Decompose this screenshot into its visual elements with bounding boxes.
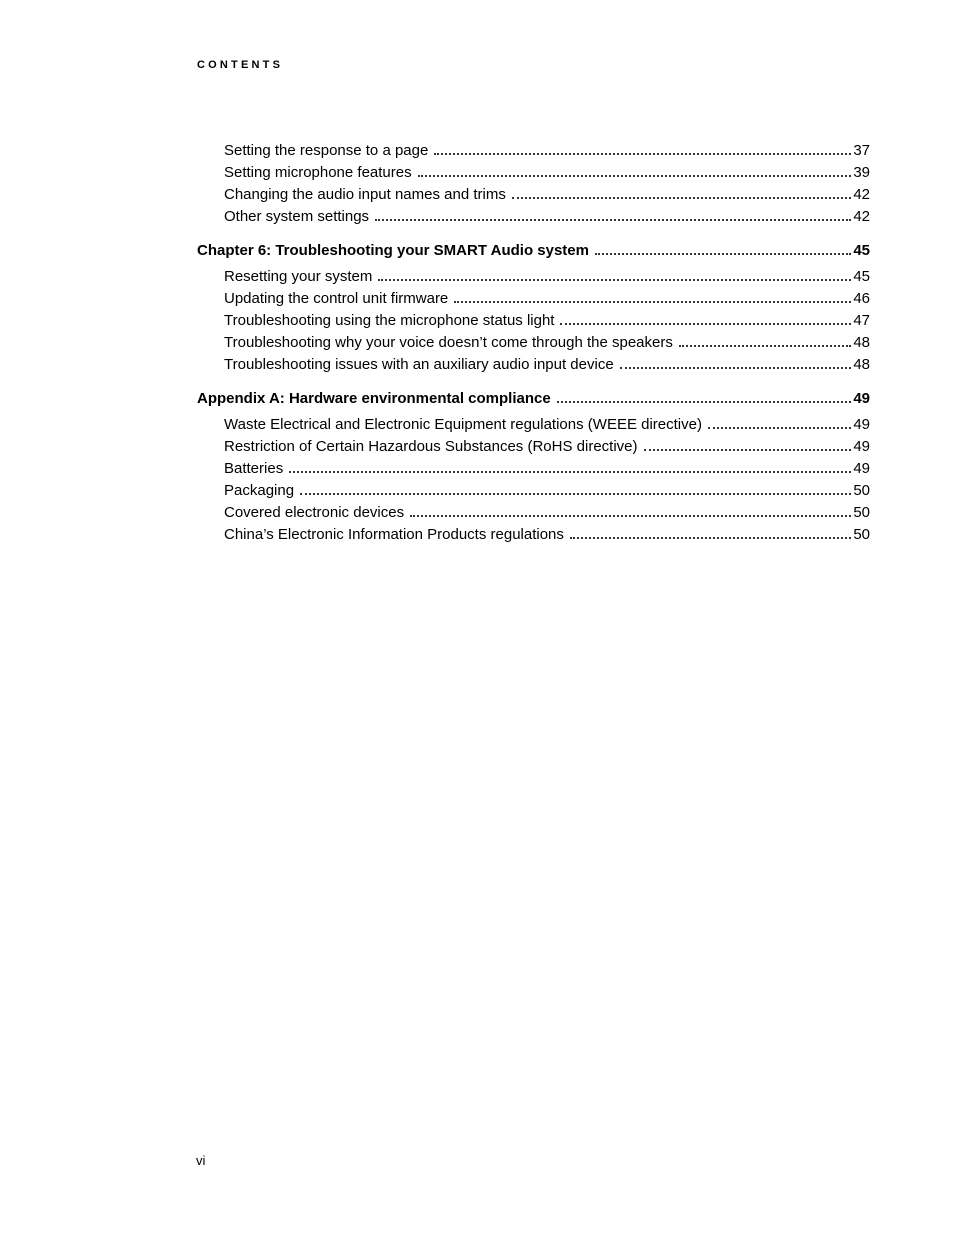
toc-entry-title: Waste Electrical and Electronic Equipment regulations (WEEE directive) — [224, 416, 702, 433]
toc-entry-title: Covered electronic devices — [224, 504, 405, 521]
dot-leader — [378, 279, 851, 281]
toc-entry-page: 46 — [853, 290, 870, 307]
toc-entry-title: Batteries — [224, 460, 284, 477]
dot-leader — [375, 219, 851, 221]
toc-entry-page: 37 — [853, 142, 870, 159]
toc-entry[interactable] — [197, 524, 870, 546]
dot-leader — [620, 367, 852, 369]
toc-entry[interactable] — [197, 266, 870, 288]
toc-entry-page: 49 — [853, 416, 870, 433]
dot-leader — [570, 537, 851, 539]
page-number: vi — [196, 1153, 206, 1168]
dot-leader — [512, 197, 851, 199]
toc-chapter-page: 45 — [853, 242, 870, 259]
toc-entry-page: 48 — [853, 334, 870, 351]
dot-leader — [644, 449, 852, 451]
dot-leader — [434, 153, 851, 155]
dot-leader — [410, 515, 851, 517]
toc-entry-page: 49 — [853, 438, 870, 455]
toc-entry[interactable] — [197, 502, 870, 524]
toc-appendix-a[interactable] — [197, 387, 870, 411]
dot-leader — [708, 427, 851, 429]
toc-entry-page: 45 — [853, 268, 870, 285]
toc-entry-page: 49 — [853, 460, 870, 477]
toc-entry[interactable] — [197, 480, 870, 502]
dot-leader — [418, 175, 852, 177]
dot-leader — [300, 493, 851, 495]
toc-entry-page: 39 — [853, 164, 870, 181]
toc-entry[interactable] — [197, 206, 870, 228]
toc-entry-title: Troubleshooting issues with an auxiliary audio input device — [224, 356, 614, 373]
toc-entry-title: China’s Electronic Information Products regulations — [224, 526, 564, 543]
toc-entry-page: 50 — [853, 504, 870, 521]
toc-chapter-title: Appendix A: Hardware environmental compliance — [197, 390, 551, 407]
toc-chapter-6[interactable] — [197, 239, 870, 263]
toc-entry-page: 50 — [853, 482, 870, 499]
toc-chapter-page: 49 — [853, 390, 870, 407]
toc-group-chapter-6 — [197, 266, 870, 376]
toc-entry-title: Other system settings — [224, 208, 370, 225]
toc-entry-title: Updating the control unit firmware — [224, 290, 449, 307]
toc-entry[interactable] — [197, 288, 870, 310]
toc-group-appendix-a — [197, 414, 870, 546]
toc-entry-page: 42 — [853, 208, 870, 225]
toc-entry-title: Resetting your system — [224, 268, 373, 285]
toc-entry-page: 50 — [853, 526, 870, 543]
dot-leader — [595, 253, 851, 255]
table-of-contents — [197, 140, 870, 546]
toc-entry-page: 42 — [853, 186, 870, 203]
running-header: CONTENTS — [197, 59, 284, 71]
toc-entry-title: Restriction of Certain Hazardous Substances (RoHS directive) — [224, 438, 638, 455]
toc-entry[interactable] — [197, 332, 870, 354]
toc-entry-page: 47 — [853, 312, 870, 329]
toc-entry[interactable] — [197, 436, 870, 458]
toc-entry-title: Changing the audio input names and trims — [224, 186, 506, 203]
dot-leader — [679, 345, 851, 347]
toc-entry[interactable] — [197, 184, 870, 206]
toc-entry-title: Setting the response to a page — [224, 142, 429, 159]
dot-leader — [557, 401, 852, 403]
dot-leader — [454, 301, 851, 303]
toc-entry[interactable] — [197, 140, 870, 162]
toc-entry-title: Troubleshooting using the microphone status light — [224, 312, 555, 329]
toc-entry[interactable] — [197, 458, 870, 480]
toc-entry-title: Troubleshooting why your voice doesn’t come through the speakers — [224, 334, 673, 351]
toc-entry-title: Setting microphone features — [224, 164, 412, 181]
toc-entry[interactable] — [197, 414, 870, 436]
dot-leader — [560, 323, 851, 325]
toc-group-chapter-5-continued — [197, 140, 870, 228]
toc-entry[interactable] — [197, 310, 870, 332]
toc-entry-page: 48 — [853, 356, 870, 373]
toc-entry[interactable] — [197, 354, 870, 376]
toc-entry-title: Packaging — [224, 482, 295, 499]
dot-leader — [289, 471, 851, 473]
toc-entry[interactable] — [197, 162, 870, 184]
toc-chapter-title: Chapter 6: Troubleshooting your SMART Audio system — [197, 242, 589, 259]
